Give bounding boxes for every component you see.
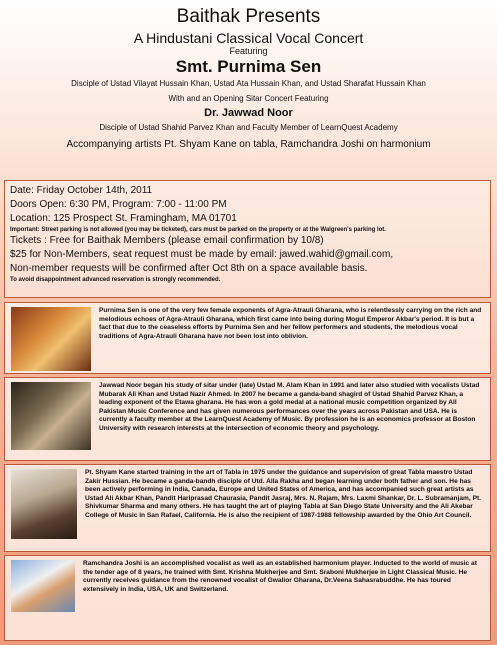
tickets-line: Tickets : Free for Baithak Members (please email confirmation by 10/8) bbox=[10, 235, 324, 246]
bio-purnima-sen bbox=[4, 302, 491, 374]
bio-text: Pt. Shyam Kane started training in the art of Tabla in 1975 under the guidance and supervision of great Tabla maestro Ustad Zakir Hussian. He became a ganda-bandh disciple of Utd. Alla Rakha and began learning under both father and son. He has been actively performing in India, Canada, Europe and United States of America, and has accompanied such great artists as Ustad Ali Akbar Khan, Pandit Hariprasad Chaurasia, Pandit Jasraj, Mrs. N. Rajam, Mrs. Laxmi Shankar, Dr. L. Subramanjam, Pt. Shivkumar Sharma and many others. He has taught the art of playing Tabla at San Diego State University and the Ali Akebar College of Music in San Rafael, California. He is also the recipient of 1987-1988 fellowship awarded by the Ohio Art Council. bbox=[85, 469, 481, 519]
bio-ramchandra-joshi bbox=[4, 555, 491, 641]
event-info-box bbox=[4, 180, 491, 298]
jawwad-noor-photo bbox=[11, 382, 91, 450]
opening-line: With and an Opening Sitar Concert Featuring bbox=[168, 94, 329, 103]
flyer-header bbox=[0, 0, 497, 151]
bio-jawwad-noor bbox=[4, 377, 491, 461]
opening-artist: Dr. Jawwad Noor bbox=[204, 107, 293, 119]
event-date: Date: Friday October 14th, 2011 bbox=[10, 185, 153, 196]
shyam-kane-photo bbox=[11, 469, 77, 539]
accompanying-artists: Accompanying artists Pt. Shyam Kane on tabla, Ramchandra Joshi on harmonium bbox=[66, 139, 431, 150]
event-subtitle: A Hindustani Classical Vocal Concert bbox=[133, 30, 364, 46]
confirmation-line: Non-member requests will be confirmed after Oct 8th on a space available basis. bbox=[10, 263, 368, 274]
ramchandra-joshi-photo bbox=[11, 560, 75, 612]
parking-note: Important: Street parking is not allowed (you may be ticketed), cars must be parked on the property or at the Walgreen's parking lot. bbox=[10, 227, 386, 233]
nonmember-line: $25 for Non-Members, seat request must be made by email: jawed.wahid@gmail.com, bbox=[10, 249, 394, 260]
purnima-sen-photo bbox=[11, 307, 91, 371]
bio-shyam-kane bbox=[4, 464, 491, 552]
event-times: Doors Open: 6:30 PM, Program: 7:00 - 11:00 PM bbox=[10, 199, 227, 210]
bio-text: Purnima Sen is one of the very few female exponents of Agra-Atrauli Gharana, who is relentlessly carrying on the rich and melodious echoes of Agra-Atrauli Gharana, which first came into being during Mogul Emperor Akbar's period. It is but a fact that due to the ceaseless efforts by Purnima Sen and her fellow performers and students, the melodious vocal traditions of Agra-Atrauli Gharana have not been lost into oblivion. bbox=[99, 307, 482, 340]
opening-artist-disciple: Disciple of Ustad Shahid Parvez Khan and Faculty Member of LearnQuest Academy bbox=[99, 123, 398, 132]
reservation-note: To avoid disappointment advanced reservation is strongly recommended. bbox=[10, 277, 221, 283]
bio-text: Ramchandra Joshi is an accomplished vocalist as well as an established harmonium player. Inducted to the world of music at the tender age of 8 years, he trained with Smt. Krishna Mukherjee and Smt. Sraboni Mukherjee in Light Classical Music. He currently receives guidance from the renowned vocalist of Gwalior Gharana, Dr.Veena Sahasrabuddhe. He has toured extensively in India, USA, UK and Switzerland. bbox=[83, 560, 477, 593]
headline-artist: Smt. Purnima Sen bbox=[175, 57, 322, 76]
event-location: Location: 125 Prospect St. Framingham, MA 01701 bbox=[10, 213, 237, 224]
event-title: Baithak Presents bbox=[176, 6, 321, 27]
bio-text: Jawwad Noor began his study of sitar under (late) Ustad M. Alam Khan in 1991 and later also studied with vocalists Ustad Mubarak Ali Khan and Ustad Nazir Ahmed. In 2007 he became a ganda-band shagird of Ustad Shahid Parvez Khan, a leading exponent of the Etawa gharana. He has won a gold medal at a national music competition organized by All Pakistan Music Conference and has given numerous performances over the years across Pakistan and USA. He is currently a faculty member at the LearnQuest Academy of Music. By profession he is an economics professor at Boston University with research interests at the intersection of economic theory and psychology. bbox=[99, 382, 480, 432]
artist-disciple-line: Disciple of Ustad Vilayat Hussain Khan, Ustad Ata Hussain Khan, and Ustad Sharafat Hussain Khan bbox=[71, 79, 426, 88]
featuring-label: Featuring bbox=[229, 46, 268, 56]
